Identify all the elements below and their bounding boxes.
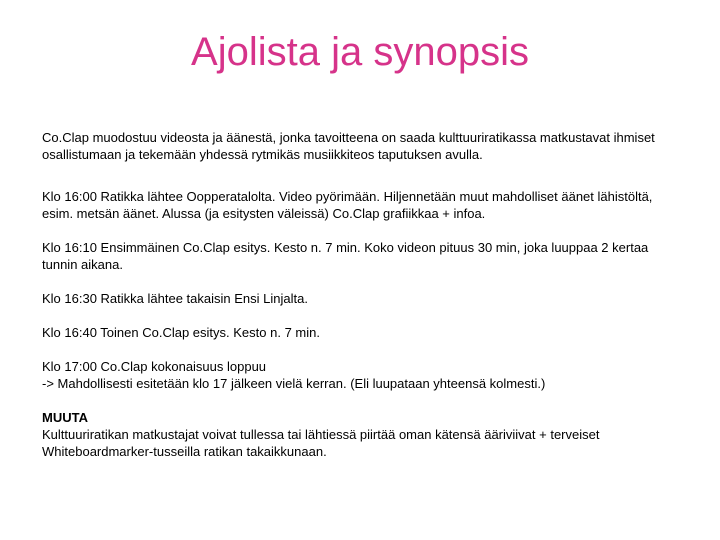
schedule-item-1630: Klo 16:30 Ratikka lähtee takaisin Ensi Linjalta.	[42, 291, 308, 306]
muuta-heading: MUUTA	[42, 410, 88, 425]
schedule-item-1610: Klo 16:10 Ensimmäinen Co.Clap esitys. Kesto n. 7 min. Koko videon pituus 30 min, joka luuppaa 2 kertaa tunnin aikana.	[42, 240, 649, 272]
intro-paragraph: Co.Clap muodostuu videosta ja äänestä, jonka tavoitteena on saada kulttuuriratikassa matkustavat ihmiset osallistumaan ja tekemään yhdessä rytmikäs musiikkiteos taputuksen avulla.	[42, 130, 655, 162]
muuta-section	[42, 409, 682, 460]
slide-title: Ajolista ja synopsis	[191, 30, 529, 74]
slide-body	[42, 129, 682, 460]
muuta-text: Kulttuuriratikan matkustajat voivat tullessa tai lähtiessä piirtää oman kätensä ääriviivat + terveiset Whiteboardmarker-tusseilla ratikan takaikkunaan.	[42, 427, 600, 459]
schedule-item-1600: Klo 16:00 Ratikka lähtee Oopperatalolta. Video pyörimään. Hiljennetään muut mahdolliset äänet lähistöltä, esim. metsän äänet. Alussa (ja esitysten väleissä) Co.Clap grafiikkaa + infoa.	[42, 189, 653, 221]
schedule-item-1700	[42, 358, 682, 392]
schedule-item-1640: Klo 16:40 Toinen Co.Clap esitys. Kesto n. 7 min.	[42, 325, 320, 340]
schedule-end-line: Klo 17:00 Co.Clap kokonaisuus loppuu	[42, 359, 267, 374]
schedule-end-note: -> Mahdollisesti esitetään klo 17 jälkeen vielä kerran. (Eli luupataan yhteensä kolmesti.)	[42, 376, 546, 391]
